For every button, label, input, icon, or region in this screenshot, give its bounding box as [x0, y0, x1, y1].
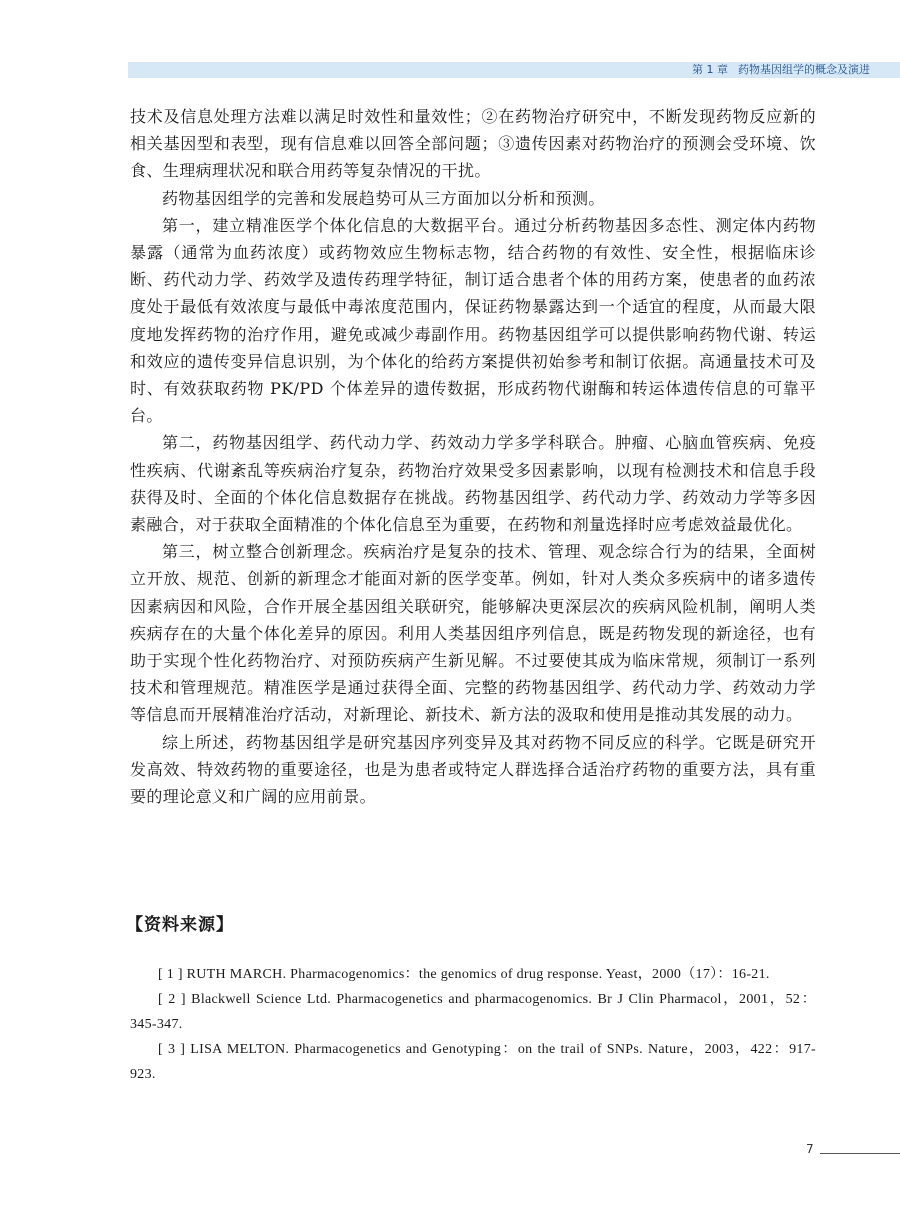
paragraph-continuation: 技术及信息处理方法难以满足时效性和量效性；②在药物治疗研究中，不断发现药物反应新的相关基因型和表型，现有信息难以回答全部问题；③遗传因素对药物治疗的预测会受环境、饮食、生理病理状况和联合用药等复杂情况的干扰。: [130, 107, 816, 181]
paragraph-second: 第二，药物基因组学、药代动力学、药效动力学多学科联合。肿瘤、心脑血管疾病、免疫性疾病、代谢紊乱等疾病治疗复杂，药物治疗效果受多因素影响，以现有检测技术和信息手段获得及时、全面的个体化信息数据存在挑战。药物基因组学、药代动力学、药效动力学等多因素融合，对于获取全面精准的个体化信息至为重要，在药物和剂量选择时应考虑效益最优化。: [130, 433, 816, 535]
reference-item: [ 2 ] Blackwell Science Ltd. Pharmacogenetics and pharmacogenomics. Br J Clin Pharmacol，2001，52：345-347.: [130, 992, 816, 1032]
paragraph-third: 第三，树立整合创新理念。疾病治疗是复杂的技术、管理、观念综合行为的结果，全面树立开放、规范、创新的新理念才能面对新的医学变革。例如，针对人类众多疾病中的诸多遗传因素病因和风险，合作开展全基因组关联研究，能够解决更深层次的疾病风险机制，阐明人类疾病存在的大量个体化差异的原因。利用人类基因组序列信息，既是药物发现的新途径，也有助于实现个性化药物治疗、对预防疾病产生新见解。不过要使其成为临床常规，须制订一系列技术和管理规范。精准医学是通过获得全面、完整的药物基因组学、药代动力学、药效动力学等信息而开展精准治疗活动，对新理论、新技术、新方法的汲取和使用是推动其发展的动力。: [130, 542, 816, 725]
running-header: [692, 62, 870, 78]
chapter-number: 第 1 章: [692, 63, 728, 76]
references-list: [130, 962, 816, 1087]
reference-item: [ 3 ] LISA MELTON. Pharmacogenetics and Genotyping：on the trail of SNPs. Nature，2003，422：917-923.: [130, 1042, 816, 1082]
chapter-title: 药物基因组学的概念及演进: [738, 63, 870, 76]
page-number: 7: [806, 1142, 814, 1156]
body-text: [130, 103, 816, 810]
page-number-rule: [820, 1153, 900, 1154]
paragraph-first: 第一，建立精准医学个体化信息的大数据平台。通过分析药物基因多态性、测定体内药物暴露（通常为血药浓度）或药物效应生物标志物，结合药物的有效性、安全性，根据临床诊断、药代动力学、药效学及遗传药理学特征，制订适合患者个体的用药方案，使患者的血药浓度处于最低有效浓度与最低中毒浓度范围内，保证药物暴露达到一个适宜的程度，从而最大限度地发挥药物的治疗作用，避免或减少毒副作用。药物基因组学可以提供影响药物代谢、转运和效应的遗传变异信息识别，为个体化的给药方案提供初始参考和制订依据。高通量技术可及时、有效获取药物 PK/PD 个体差异的遗传数据，形成药物代谢酶和转运体遗传信息的可靠平台。: [130, 215, 816, 426]
references-heading: 【资料来源】: [126, 915, 234, 935]
paragraph-intro: 药物基因组学的完善和发展趋势可从三方面加以分析和预测。: [162, 188, 605, 208]
paragraph-summary: 综上所述，药物基因组学是研究基因序列变异及其对药物不同反应的科学。它既是研究开发高效、特效药物的重要途径，也是为患者或特定人群选择合适治疗药物的重要方法，具有重要的理论意义和广阔的应用前景。: [130, 732, 816, 807]
reference-item: [ 1 ] RUTH MARCH. Pharmacogenomics：the genomics of drug response. Yeast，2000（17）：16-21.: [158, 967, 770, 982]
